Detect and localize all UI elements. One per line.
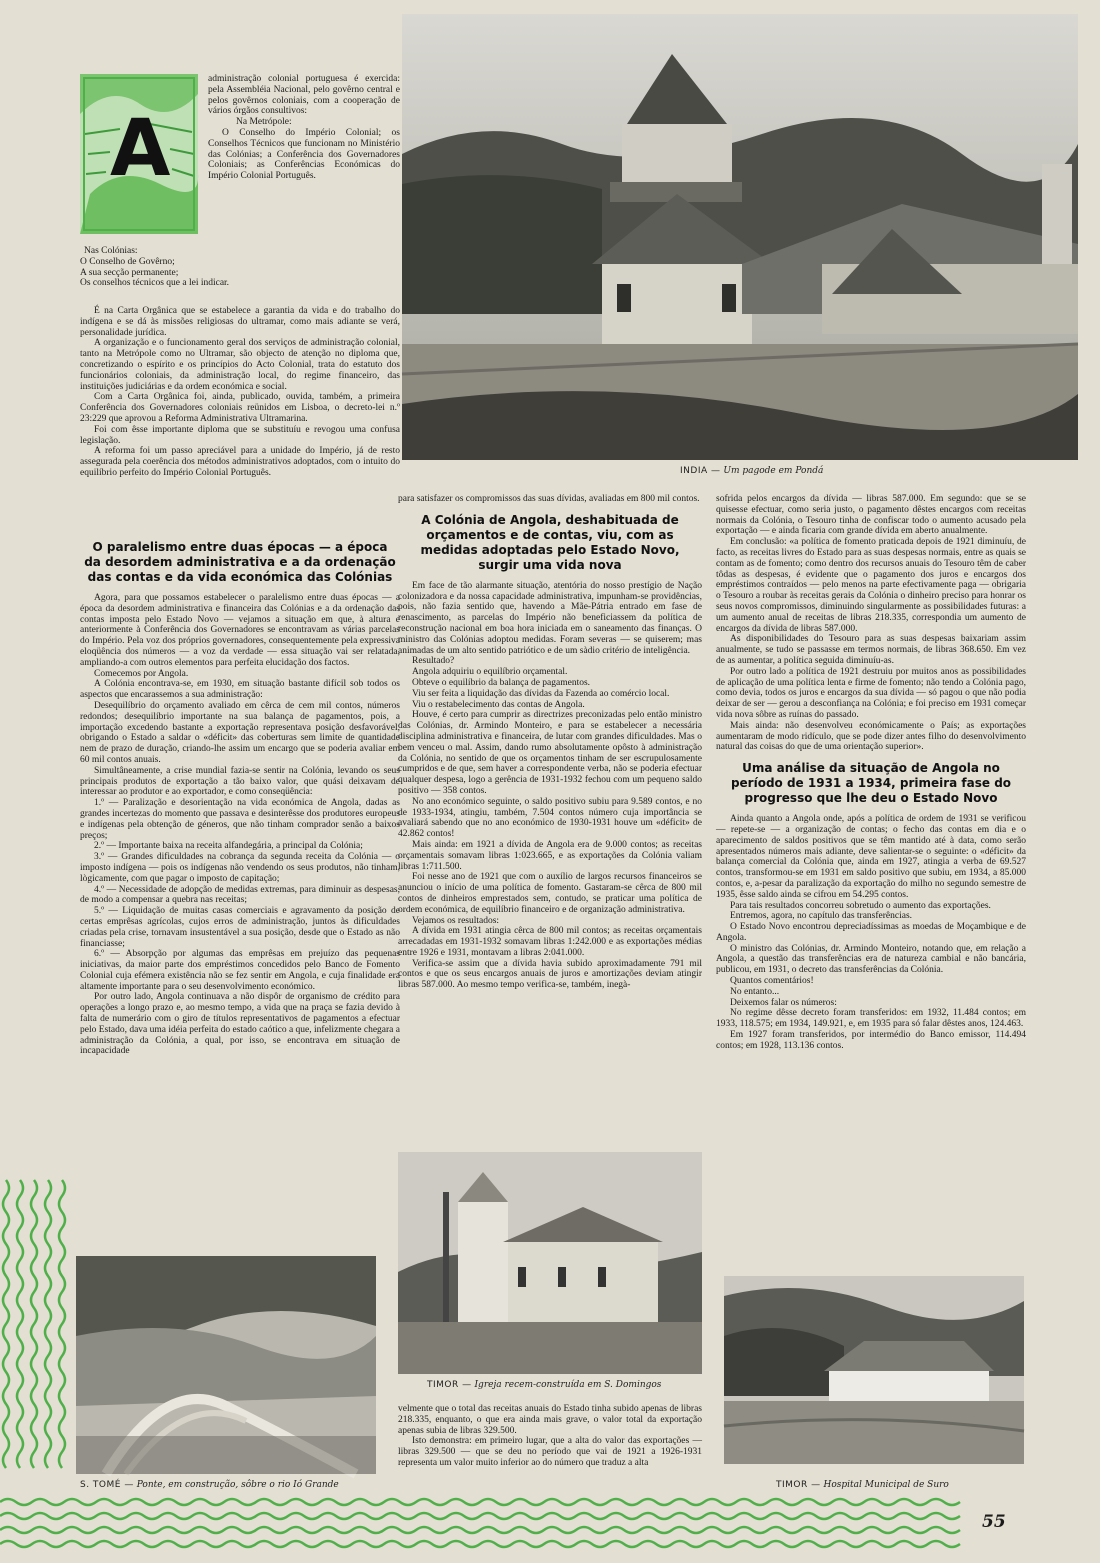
intro-line: administração colonial portuguesa é exercida: pela Assembléia Nacional, pelo govêrno central e pelos govêrnos coloniais, com a cooperação de vários órgãos consultivos: (208, 74, 400, 117)
paragraph: No regime dêsse decreto foram transferidos: em 1932, 11.484 contos; em 1933, 118.575; em 1934, 149.921, e, em 1935 para só falar dêstes anos, 124.463. (716, 1008, 1026, 1030)
page-number: 55 (982, 1512, 1006, 1532)
caption-place: TIMOR — (427, 1380, 472, 1390)
paragraph: Obteve o equilíbrio da balança de pagamentos. (412, 677, 591, 688)
intro-top-column (208, 74, 400, 244)
paragraph: 4.º — Necessidade de adopção de medidas extremas, para diminuir as despesas, de modo a compensar a quebra nas receitas; (80, 884, 400, 906)
paragraph: Em conclusão: «a política de fomento praticada depois de 1921 diminuíu, de facto, as receitas livres do Estado para as suas despesas normais, entre as quais se contam as de fomento; como dentro dos recursos anuais do Tesouro têm de caber tôdas as despesas, é evidente que o pagamento dos juros e encargos dos empréstimos contraídos — pelo menos na parte efectivamente paga — obrigaria o Tesouro a roubar às receitas gerais da Colónia o dinheiro preciso para honrar os seus novos compromissos, diminuindo singularmente as possibilidades futuras: a um aumento anual de receitas de libras 218.335, correspondia um aumento de encargos da dívida de libras 587.000. (716, 537, 1026, 634)
caption-india (680, 466, 823, 476)
photo-timor-hospital (724, 1276, 1024, 1464)
caption-place: S. TOMÉ — (80, 1480, 134, 1490)
section2-heading: A Colónia de Angola, deshabituada de orçamentos e de contas, viu, com as medidas adoptadas pelo Estado Novo, surgir uma vida nova (420, 512, 680, 572)
paragraph: Com a Carta Orgânica foi, ainda, publicado, ouvida, também, a primeira Conferência dos Governadores coloniais reünidos em Lisboa, o decreto-lei n.º 23:229 que aprovou a Reforma Administrativa Ultramarina. (80, 392, 400, 424)
paragraph: As disponibilidades do Tesouro para as suas despesas baixariam assim anualmente, se tudo se passasse em termos normais, de libras 368.650. Em vez de as aumentar, a política seguida diminuíu-as. (716, 634, 1026, 666)
intro-list (80, 246, 400, 304)
paragraph: Agora, para que possamos estabelecer o paralelismo entre duas épocas — a época da desordem administrativa e financeira das Colónias e a da ordenação das contas imposta pelo Estado Novo — vejamos a situação em que, à altura e anteriormente à Conferência dos Governadores se encontravam as várias parcelas do Império. Pela voz dos próprios governadores, consequentemente pela expressiva eloqüência dos números — a voz da verdade — essa situação vai ser relatada, ampliando-a com outros elementos para perfeita elucidação dos factos. (80, 593, 400, 668)
dropcap-ornament (80, 74, 198, 234)
paragraph: 5.º — Liquidação de muitas casas comerciais e agravamento da posição de certas emprêsas agrícolas, cujos erros de administração, juntos às dificuldades criadas pela crise, tornavam insustentável a sua posição, desde que o Estado as não financiasse; (80, 906, 400, 949)
paragraph: Em face de tão alarmante situação, atentória do nosso prestígio de Nação colonizadora e da nossa capacidade administrativa, impunham-se providências, pois, não fazia sentido que, havendo a Mãe-Pátria entrado em fase de renascimento, as parcelas do Império não beneficiassem da política de reconstrução nacional em boa hora iniciada em o saneamento das finanças. O ministro das Colónias adoptou medidas. Foram severas — se quiserem; mas animadas de um alto sentido patriótico e de um sàdio critério de inteligência. (398, 580, 702, 656)
caption-timor-hospital (776, 1480, 949, 1490)
paragraph: É na Carta Orgânica que se estabelece a garantia da vida e do trabalho do indígena e se dá às missões religiosas do ultramar, como mais adiante se verá, personalidade jurídica. (80, 306, 400, 338)
intro-line: O Conselho de Govêrno; (80, 256, 175, 267)
paragraph: Viu ser feita a liquidação das dívidas da Fazenda ao comércio local. (412, 688, 670, 699)
paragraph: Por outro lado a política de 1921 destruiu por muitos anos as possibilidades de aplicação de uma política lenta e firme de fomento; não tendo a Colónia pago, como devia, todos os juros e encargos da sua dívida — só pagou o que não podia deixar de ser — gerou a desconfiança na Colónia; e foi preciso em 1931 começar vida nova sôbre as ruínas do passado. (716, 666, 1026, 720)
caption-timor-church (427, 1380, 661, 1390)
caption-place: INDIA — (680, 466, 721, 476)
paragraph: Deixemos falar os números: (730, 997, 837, 1008)
paragraph: 3.º — Grandes dificuldades na cobrança da segunda receita da Colónia — o imposto indígena — pois os indígenas não vendendo os seus produtos, não tinham, lògicamente, com que pagar o imposto de capitação; (80, 852, 400, 884)
green-wave-ornament-bottom (0, 1494, 1100, 1563)
paragraph: 2.º — Importante baixa na receita alfandegária, a principal da Colónia; (94, 841, 363, 852)
paragraph: Desequilíbrio do orçamento avaliado em cêrca de cem mil contos, números redondos; desequilíbrio importante na sua balança de pagamentos, pois, a importação excedendo bastante a exportação representava posição desfavorável, obrigando o Estado a saldar o «déficit» das coberturas sem limite de quantidade nem de prazo de duração, criando-lhe assim um encargo que se poderia avaliar em 60 mil contos anuais. (80, 700, 400, 765)
photo-timor-church (398, 1152, 702, 1374)
paragraph: O ministro das Colónias, dr. Armindo Monteiro, notando que, em relação a Angola, a questão das transferências era de natureza cambial e não bancária, publicou, em 1931, o decreto das transferências da Colónia. (716, 943, 1026, 976)
intro-line: A sua secção permanente; (80, 267, 179, 278)
paragraph: O Estado Novo encontrou depreciadíssimas as moedas de Moçambique e de Angola. (716, 922, 1026, 943)
photo-sao-tome-bridge (76, 1256, 376, 1474)
paragraph: Houve, é certo para cumprir as directrizes preconizadas pelo então ministro das Colónias, dr. Armindo Monteiro, e para se estabelecer a necessária disciplina administrativa e financeira, de lutar com grandes dificuldades. Mas o bem venceu o mal. Assim, dando rumo absolutamente opôsto à administração da Colónia, no sentido de que os orçamentos tinham de ser escrupulosamente cumpridos e de que, sem haver a correspondente verba, não se poderia efectuar qualquer despesa, logo a gerência de 1931-1932 fechou com um pequeno saldo positivo — 358 contos. (398, 710, 702, 796)
intro-line: Na Metrópole: (236, 117, 292, 128)
dropcap-letter: A (110, 104, 171, 194)
paragraph: Comecemos por Angola. (94, 668, 189, 679)
paragraph: Por outro lado, Angola continuava a não dispôr de organismo de crédito para operações a longo prazo e, ao mesmo tempo, a vida que na praça se fazia devido à falta de numerário com o giro de títulos representativos de pagamentos a efectuar pelo Estado, dava uma idéia perfeita do estado caótico a que, infelizmente chegara a administração da Colónia, a qual, por isso, se encontrava em situação de incapacidade (80, 992, 400, 1057)
paragraph: Entremos, agora, no capítulo das transferências. (730, 911, 913, 922)
paragraph: Para tais resultados concorreu sobretudo o aumento das exportações. (730, 900, 991, 911)
paragraph: velmente que o total das receitas anuais do Estado tinha subido apenas de libras 218.335, enquanto, o que era ainda mais grave, o valor total da exportação apenas subia de libras 329.500. (398, 1404, 702, 1436)
section1-column (80, 532, 400, 1244)
paragraph: Angola adquiriu o equilíbrio orçamental. (412, 667, 568, 678)
paragraph: Mais ainda: não desenvolveu económicamente o País; as exportações aumentaram de modo ridículo, que se pode dizer antes filho do desenvolvimento natural das coisas do que de uma orientação superior». (716, 720, 1026, 753)
paragraph: sofrida pelos encargos da dívida — libras 587.000. Em segundo: que se se quisesse efectuar, como seria justo, o pagamento dêstes encargos com receitas normais da Colónia, o Tesouro tinha de confiscar todo o aumento acusado pela exportação — e ainda ficaria com grande dívida em aberto anualmente. (716, 494, 1026, 537)
paragraph: Quantos comentários! (730, 976, 814, 987)
paragraph: Em 1927 foram transferidos, por intermédio do Banco emissor, 114.494 contos; em 1928, 113.136 contos. (716, 1030, 1026, 1051)
paragraph: Simultâneamente, a crise mundial fazia-se sentir na Colónia, levando os seus principais produtos de exportação a tão baixo valor, que quási deixavam de interessar ao produtor e ao exportador, e como conseqüência: (80, 765, 400, 798)
paragraph: Resultado? (412, 656, 455, 667)
intro-body (80, 306, 400, 528)
section2-continuation (398, 1404, 702, 1488)
caption-description: Um pagode em Pondá (723, 466, 824, 476)
paragraph: A dívida em 1931 atingia cêrca de 800 mil contos; as receitas orçamentais arrecadadas em 1931-1932 somavam libras 1:242.000 e as exportações médias entre 1926 e 1931, montavam a libras 2:041.000. (398, 926, 702, 958)
green-wave-ornament-left (0, 1180, 72, 1480)
caption-description: Ponte, em construção, sôbre o rio Ió Grande (136, 1480, 339, 1490)
intro-line: O Conselho do Império Colonial; os Conselhos Técnicos que funcionam no Ministério das Colónias; a Conferência dos Governadores Coloniais; as Conferências Económicas do Império Colonial Português. (208, 127, 400, 182)
section1-heading: O paralelismo entre duas épocas — a época da desordem administrativa e a da ordenação das contas e da vida económica das Colónias (84, 540, 396, 584)
caption-sao-tome (80, 1480, 339, 1490)
paragraph: Viu o restabelecimento das contas de Angola. (412, 699, 585, 710)
caption-description: Hospital Municipal de Suro (823, 1480, 949, 1490)
paragraph: para satisfazer os compromissos das suas dívidas, avaliadas em 800 mil contos. (398, 494, 700, 504)
caption-place: TIMOR — (776, 1480, 821, 1490)
paragraph: No entanto... (730, 986, 780, 997)
paragraph: A Colónia encontrava-se, em 1930, em situação bastante difícil sob todos os aspectos que encarassemos a sua administração: (80, 679, 400, 701)
paragraph: 6.º — Absorpção por algumas das emprêsas em prejuízo das pequenas iniciativas, da maior parte dos empréstimos concedidos pelo Banco de Fomento Colonial cuja efémera existência não se fez sentir em Angola, e cuja finalidade era altamente importante para o seu desenvolvimento económico. (80, 949, 400, 992)
section2-column (398, 494, 702, 991)
section3-heading: Uma análise da situação de Angola no período de 1931 a 1934, primeira fase do progresso que lhe deu o Estado Novo (730, 761, 1012, 806)
paragraph: Mais ainda: em 1921 a dívida de Angola era de 9.000 contos; as receitas orçamentais somavam libras 1:023.665, e as exportações da Colónia valiam libras 1:711.500. (398, 839, 702, 872)
paragraph: 1.º — Paralização e desorientação na vida económica de Angola, dadas as grandes incertezas do momento que passava e desinterêsse dos produtores europeus e indígenas pela obtenção de géneros, que não tinham comprador senão a baixos preços; (80, 798, 400, 841)
paragraph: Foi com êsse importante diploma que se substituíu e revogou uma confusa legislação. (80, 424, 400, 446)
paragraph: Isto demonstra: em primeiro lugar, que a alta do valor das exportações — libras 329.500 — que se deu no período que vai de 1921 a 1926-1931 representa um valor muito inferior ao do número que traduz a alta (398, 1436, 702, 1468)
paragraph: A reforma foi um passo apreciável para a unidade do Império, já de resto assegurada pela coerência dos métodos administrativos adoptados, com o intuito do equilíbrio perfeito do Império Colonial Português. (80, 446, 400, 478)
intro-line: Os conselhos técnicos que a lei indicar. (80, 278, 230, 289)
paragraph: No ano económico seguinte, o saldo positivo subiu para 9.589 contos, e no de 1933-1934, atingiu, também, 7.504 contos número cuja importância se avaliará sabendo que no ano económico de 1930-1931 houve um «déficit» de 42.862 contos! (398, 796, 702, 840)
intro-line: Nas Colónias: (84, 246, 138, 256)
paragraph: Verifica-se assim que a dívida havia subido aproximadamente 791 mil contos e que os seus encargos anuais de juros e amortizações deviam atingir libras 587.000. Ao mesmo tempo verifica-se, também, inegà- (398, 958, 702, 991)
paragraph: Vejamos os resultados: (412, 915, 500, 926)
paragraph: Ainda quanto a Angola onde, após a política de ordem de 1931 se verificou — repete-se — a organização de contas; o fecho das contas em dia e o aparecimento de saldos positivos que se têm mantido até à data, como serão apresentados números mais adiante, deve salientar-se o seguinte: o «déficit» da balança comercial da Colónia que, ainda em 1927, atingia a verba de 69.527 contos, transformou-se em 1931 em saldo positivo que subiu, em 1934, a 85.000 contos, e, a-pesar da paralização da exportação do milho no segundo semestre de 1935, êsse saldo ainda se cifrou em 54.295 contos. (716, 814, 1026, 900)
section3-column (716, 494, 1026, 1264)
caption-description: Igreja recem-construída em S. Domingos (474, 1380, 662, 1390)
paragraph: A organização e o funcionamento geral dos serviços de administração colonial, tanto na Metrópole como no Ultramar, são objecto de atenção no diploma que, concretizando o espírito e os princípios do Acto Colonial, trata do estatuto dos funcionários coloniais, da administração local, do regime financeiro, das instituições judiciárias e da ordem económica e social. (80, 338, 400, 392)
paragraph: Foi nesse ano de 1921 que com o auxílio de largos recursos financeiros se anunciou o início de uma política de fomento. Gastaram-se cêrca de 800 mil contos de dinheiros emprestados sem, contudo, se praticar uma política de ordem económica, de equilíbrio financeiro e de organização administrativa. (398, 872, 702, 915)
photo-india-pagoda (402, 14, 1078, 460)
